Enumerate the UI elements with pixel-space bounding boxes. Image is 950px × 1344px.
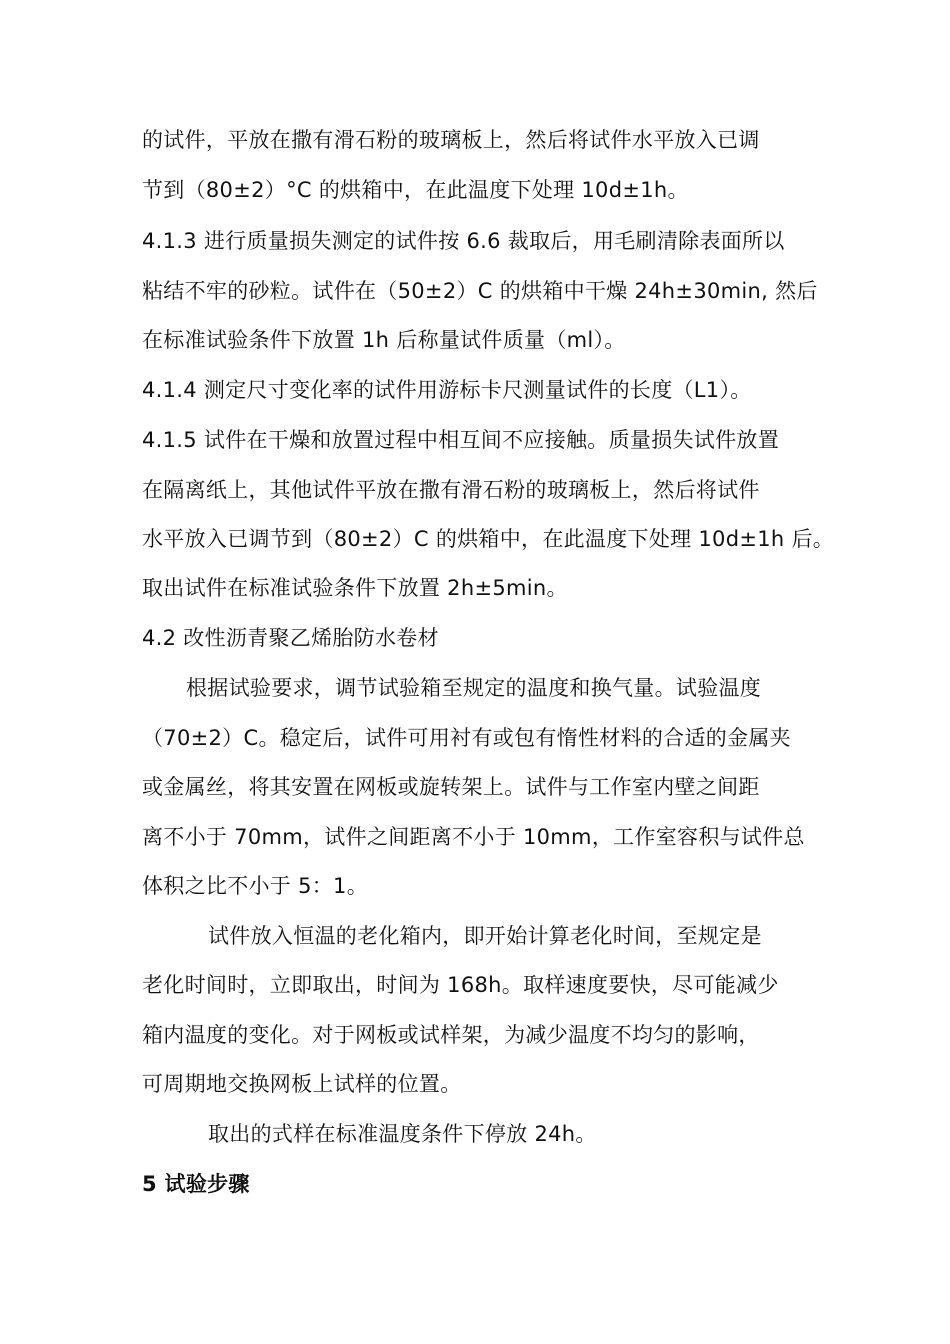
text-line: 根据试验要求，调节试验箱至规定的温度和换气量。试验温度 <box>186 676 762 700</box>
text-line: 可周期地交换网板上试样的位置。 <box>142 1072 462 1096</box>
text-line: 的试件，平放在撒有滑石粉的玻璃板上，然后将试件水平放入已调 <box>142 128 760 152</box>
text-line: 4.1.5 试件在干燥和放置过程中相互间不应接触。质量损失试件放置 <box>142 428 780 452</box>
text-line: 粘结不牢的砂粒。试件在（50±2）C 的烘箱中干燥 24h±30min, 然后 <box>142 279 818 303</box>
text-line: （70±2）C。稳定后，试件可用衬有或包有惰性材料的合适的金属夹 <box>142 726 791 750</box>
text-line: 4.1.4 测定尺寸变化率的试件用游标卡尺测量试件的长度（L1）。 <box>142 378 752 402</box>
text-line: 离不小于 70mm，试件之间距离不小于 10mm，工作室容积与试件总 <box>142 825 805 849</box>
text-line: 水平放入已调节到（80±2）C 的烘箱中，在此温度下处理 10d±1h 后。 <box>142 527 835 551</box>
section-heading: 5 试验步骤 <box>142 1172 250 1196</box>
text-line: 4.1.3 进行质量损失测定的试件按 6.6 裁取后，用毛刷清除表面所以 <box>142 229 785 253</box>
text-line: 在隔离纸上，其他试件平放在撒有滑石粉的玻璃板上，然后将试件 <box>142 478 760 502</box>
text-line: 体积之比不小于 5：1。 <box>142 874 368 898</box>
text-line: 取出试件在标准试验条件下放置 2h±5min。 <box>142 576 568 600</box>
text-line: 取出的式样在标准温度条件下停放 24h。 <box>208 1122 597 1146</box>
text-line: 老化时间时，立即取出，时间为 168h。取样速度要快，尽可能减少 <box>142 973 779 997</box>
text-line: 试件放入恒温的老化箱内，即开始计算老化时间，至规定是 <box>208 924 762 948</box>
section-heading: 4.2 改性沥青聚乙烯胎防水卷材 <box>142 626 439 650</box>
text-line: 在标准试验条件下放置 1h 后称量试件质量（ml）。 <box>142 328 626 352</box>
text-line: 或金属丝，将其安置在网板或旋转架上。试件与工作室内壁之间距 <box>142 775 760 799</box>
text-line: 节到（80±2）°C 的烘箱中，在此温度下处理 10d±1h。 <box>142 178 689 202</box>
text-line: 箱内温度的变化。对于网板或试样架，为减少温度不均匀的影响， <box>142 1023 760 1047</box>
